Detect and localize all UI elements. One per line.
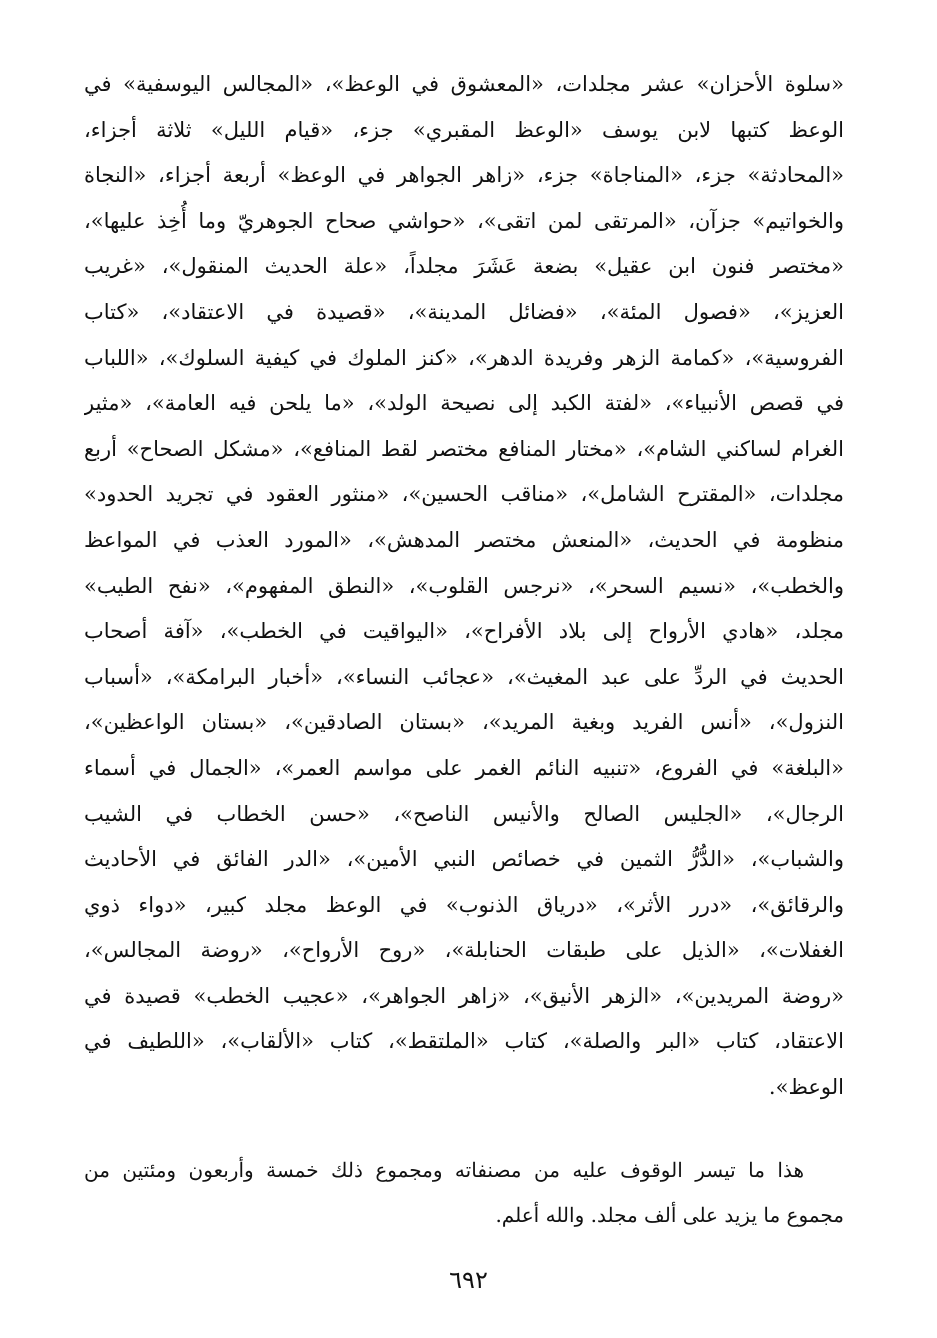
text-line: هذا ما تيسر الوقوف عليه من مصنفاته ومجموع ذلك خمسة وأربعون ومئتين من: [84, 1158, 804, 1182]
text-line: الفروسية»، «كمامة الزهر وفريدة الدهر»، «كنز الملوك في كيفية السلوك»، «اللباب: [84, 345, 844, 370]
text-line: الغفلات»، «الذيل على طبقات الحنابلة»، «روح الأرواح»، «روضة المجالس»،: [84, 938, 844, 963]
text-line: مجلد، «هادي الأرواح إلى بلاد الأفراح»، «اليواقيت في الخطب»، «آفة أصحاب: [84, 619, 844, 644]
main-paragraph: [84, 62, 844, 1111]
text-line: في قصص الأنبياء»، «لفتة الكبد إلى نصيحة الولد»، «ما يلحن فيه العامة»، «مثير: [84, 391, 844, 416]
text-line: مجموع ما يزيد على ألف مجلد. والله أعلم.: [495, 1203, 844, 1227]
text-line: والشباب»، «الدُّرُّ الثمين في خصائص النبي الأمين»، «الدر الفائق في الأحاديث: [84, 847, 844, 872]
text-line: «سلوة الأحزان» عشر مجلدات، «المعشوق في الوعظ»، «المجالس اليوسفية» في: [84, 72, 844, 96]
text-line: «روضة المريدين»، «الزهر الأنيق»، «زاهر الجواهر»، «عجيب الخطب» قصيدة في: [84, 983, 844, 1008]
closing-paragraph: [84, 1148, 844, 1238]
text-line: «المحادثة» جزء، «المناجاة» جزء، «زاهر الجواهر في الوعظ» أربعة أجزاء، «النجاة: [84, 163, 844, 188]
text-line: الاعتقاد، كتاب «البر والصلة»، كتاب «الملتقط»، كتاب «الألقاب»، «اللطيف في: [84, 1029, 844, 1054]
text-line: الوعظ كتبها لابن يوسف «الوعظ المقبري» جزء، «قيام الليل» ثلاثة أجزاء،: [84, 117, 844, 142]
page-number: ٦٩٢: [449, 1266, 488, 1294]
text-line: منظومة في الحديث، «المنعش مختصر المدهش»، «المورد العذب في المواعظ: [84, 527, 844, 552]
text-line: «البلغة» في الفروع، «تنبيه النائم الغمر على مواسم العمر»، «الجمال في أسماء: [84, 755, 844, 780]
text-line: الغرام لساكني الشام»، «مختار المنافع مختصر لقط المنافع»، «مشكل الصحاح» أربع: [84, 436, 844, 461]
text-line: «مختصر فنون ابن عقيل» بضعة عَشَرَ مجلداً، «علة الحديث المنقول»، «غريب: [84, 254, 844, 279]
text-line: والخواتيم» جزآن، «المرتقى لمن اتقى»، «حواشي صحاح الجوهريّ وما أُخِذ عليها»،: [84, 208, 844, 233]
text-line: النزول»، «أنس الفريد وبغية المريد»، «بستان الصادقين»، «بستان الواعظين»،: [84, 710, 844, 735]
text-line: الوعظ».: [768, 1075, 844, 1100]
text-line: مجلدات، «المقترح الشامل»، «مناقب الحسين»، «منثور العقود في تجريد الحدود»: [84, 482, 844, 507]
text-line: العزيز»، «فصول المئة»، «فضائل المدينة»، «قصيدة في الاعتقاد»، «كتاب: [84, 299, 844, 324]
text-line: الحديث في الردِّ على عبد المغيث»، «عجائب النساء»، «أخبار البرامكة»، «أسباب: [84, 664, 844, 689]
text-line: الرجال»، «الجليس الصالح والأنيس الناصح»، «حسن الخطاب في الشيب: [84, 801, 844, 826]
text-line: والرقائق»، «درر الأثر»، «درياق الذنوب» في الوعظ مجلد كبير، «دواء ذوي: [84, 892, 844, 917]
text-line: والخطب»، «نسيم السحر»، «نرجس القلوب»، «النطق المفهوم»، «نفح الطيب»: [84, 573, 844, 598]
